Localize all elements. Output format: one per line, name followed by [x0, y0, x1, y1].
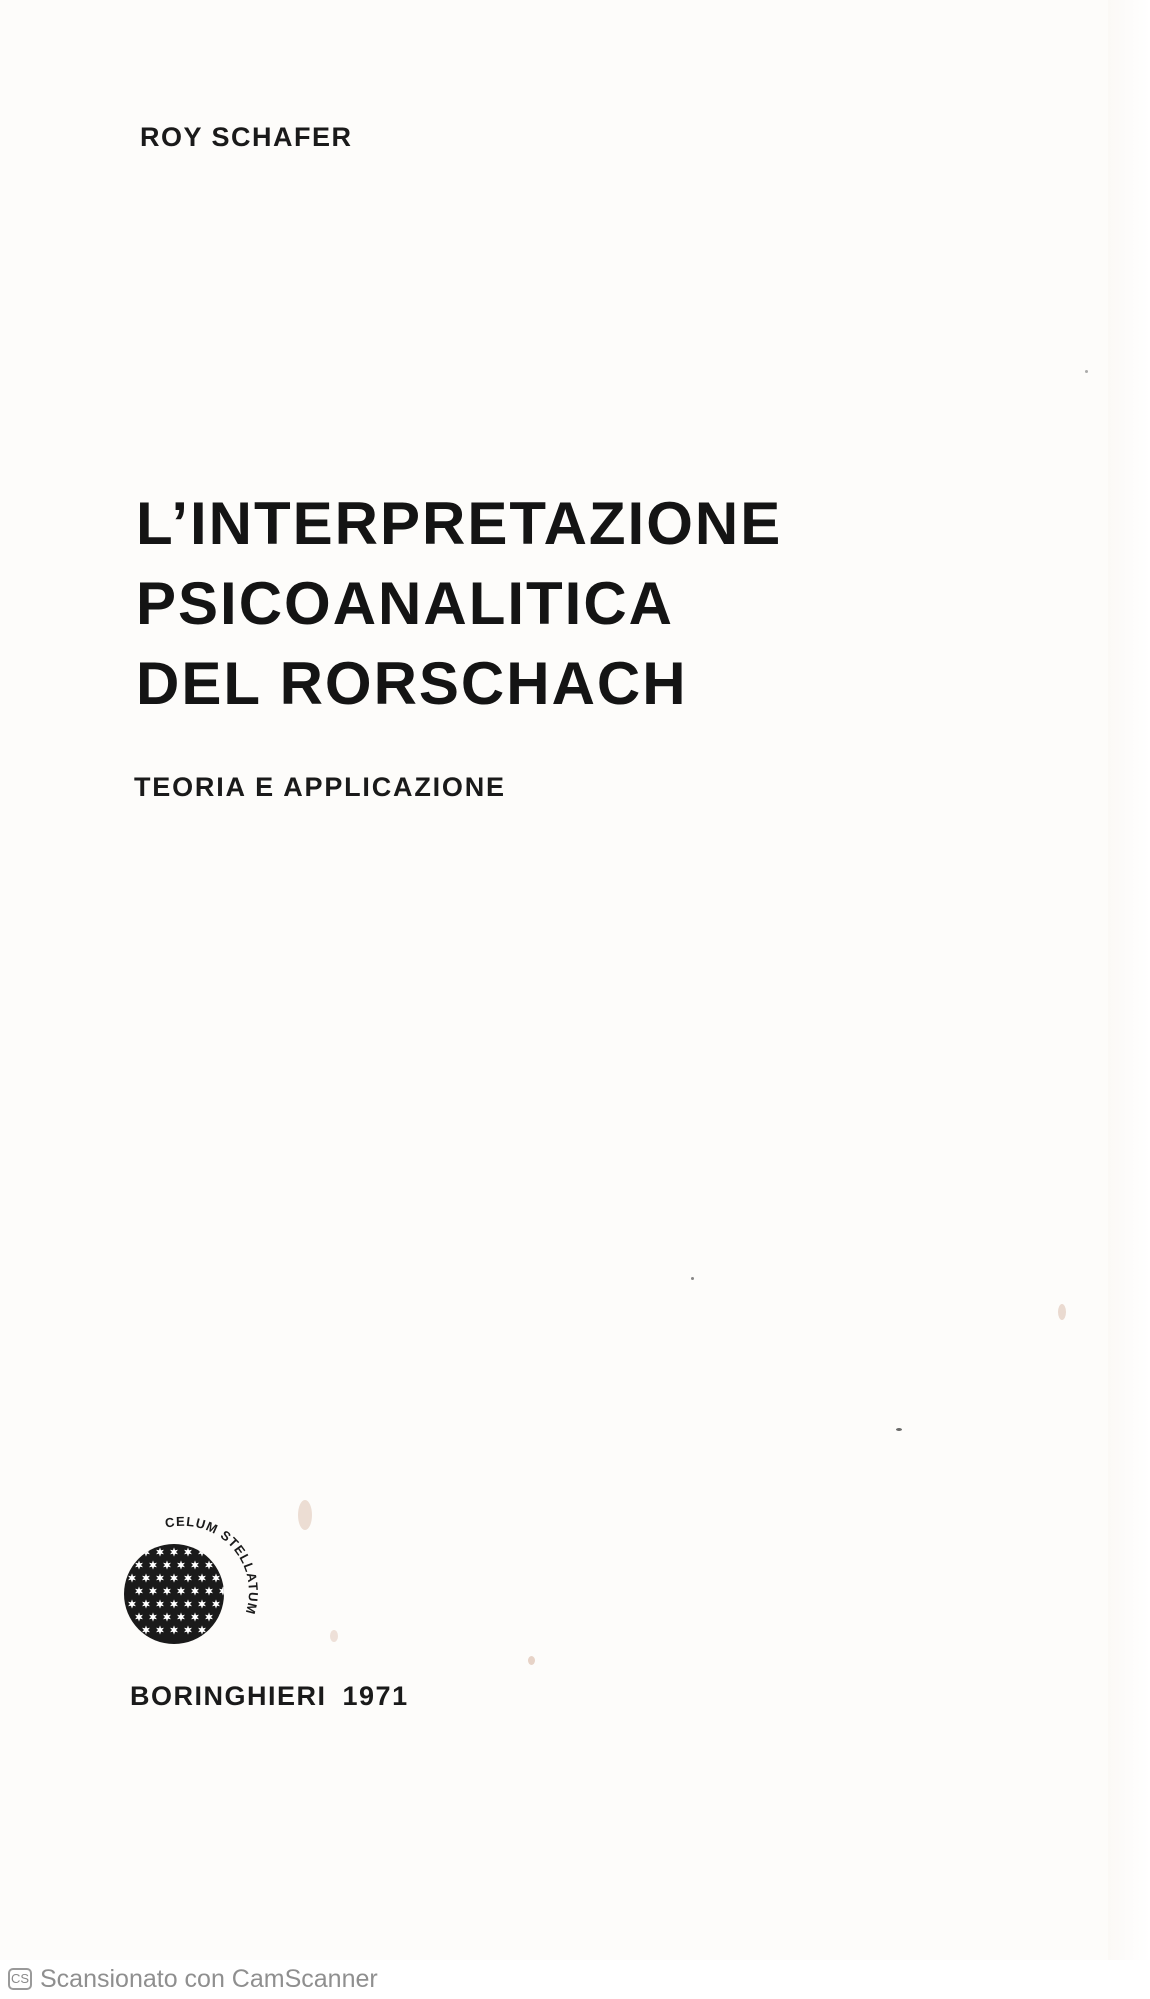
publication-year: 1971	[342, 1681, 409, 1711]
title-line: L’INTERPRETAZIONE	[136, 490, 783, 557]
title-line: DEL RORSCHACH	[136, 650, 688, 717]
publisher-name: BORINGHIERI	[130, 1681, 327, 1711]
scanner-watermark	[0, 1960, 1150, 1999]
camscanner-icon: CS	[8, 1968, 32, 1990]
author-name: ROY SCHAFER	[140, 122, 353, 152]
emblem-star-icon	[212, 1625, 220, 1634]
page-edge	[1108, 0, 1150, 1999]
emblem-star-icon	[128, 1625, 136, 1634]
paper-speck	[298, 1500, 312, 1530]
paper-speck	[330, 1630, 338, 1642]
starry-globe-emblem-icon	[118, 1510, 258, 1650]
book-subtitle: TEORIA E APPLICAZIONE	[134, 772, 506, 802]
book-title	[136, 484, 782, 724]
paper-speck	[691, 1277, 694, 1280]
scanner-watermark-text: Scansionato con CamScanner	[40, 1965, 378, 1993]
paper-speck	[896, 1428, 902, 1431]
emblem-star-icon	[219, 1612, 227, 1621]
publisher-line	[130, 1681, 409, 1712]
emblem-star-icon	[212, 1547, 220, 1556]
publisher-logo-icon	[118, 1510, 258, 1650]
paper-speck	[1085, 370, 1088, 373]
emblem-star-icon	[128, 1547, 136, 1556]
paper-speck	[1058, 1304, 1066, 1320]
logo-motto: CELUM STELL	[163, 1513, 258, 1575]
title-line: PSICOANALITICA	[136, 570, 674, 637]
paper-speck	[528, 1656, 535, 1665]
emblem-star-icon	[219, 1560, 227, 1569]
